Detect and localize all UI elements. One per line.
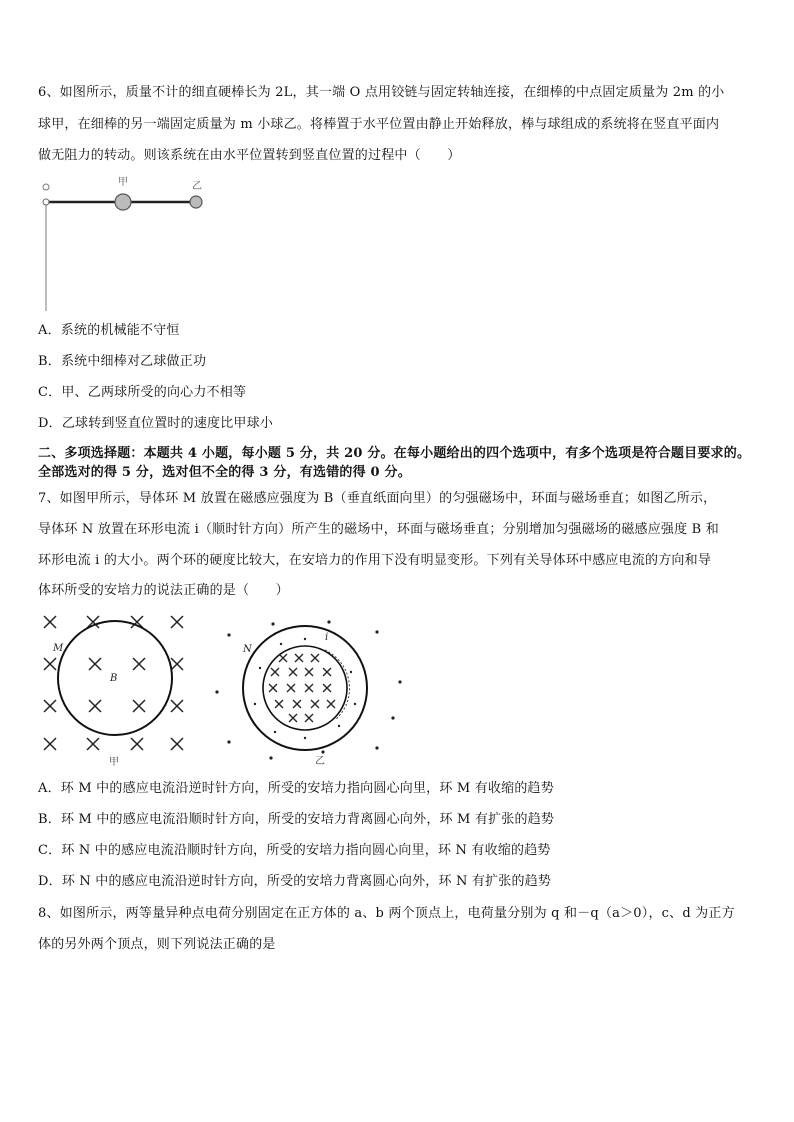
section2-header-line-2: 全部选对的得 5 分，选对但不全的得 3 分，有选错的得 0 分。 xyxy=(38,465,411,480)
q7-figure-jia xyxy=(35,608,200,768)
hinge-end xyxy=(43,199,49,205)
q7-figure-yi xyxy=(205,612,405,772)
ring-N xyxy=(243,626,367,750)
label-N: N xyxy=(243,644,252,655)
q7-stem-line-4: 体环所受的安培力的说法正确的是（ ） xyxy=(38,583,289,598)
ball-jia xyxy=(115,194,131,210)
q6-option-b: B．系统中细棒对乙球做正功 xyxy=(38,354,207,369)
label-jia: 甲 xyxy=(118,177,128,188)
q6-stem-line-1: 6、如图所示，质量不计的细直硬棒长为 2L，其一端 O 点用铰链与固定转轴连接，在细棒的中点固定质量为 2m 的小 xyxy=(38,85,725,100)
label-B: B xyxy=(110,673,118,684)
q6-option-c: C．甲、乙两球所受的向心力不相等 xyxy=(38,385,247,400)
pivot-point xyxy=(43,184,49,190)
ball-yi xyxy=(190,196,202,208)
inner-cross-marks xyxy=(269,654,335,722)
caption-jia: 甲 xyxy=(109,757,119,768)
label-yi: 乙 xyxy=(192,181,202,192)
q7-stem-line-2: 导体环 N 放置在环形电流 i（顺时针方向）所产生的磁场中，环面与磁场垂直；分别增加匀强磁场的磁感应强度 B 和 xyxy=(38,522,719,537)
current-loop-i xyxy=(263,646,347,730)
q7-option-b: B．环 M 中的感应电流沿顺时针方向，所受的安培力背离圆心向外，环 M 有扩张的趋势 xyxy=(38,812,555,827)
label-i: i xyxy=(325,632,329,643)
q7-option-d: D．环 N 中的感应电流沿逆时针方向，所受的安培力背离圆心向外，环 N 有扩张的趋势 xyxy=(38,874,552,889)
q6-stem-line-3: 做无阻力的转动。则该系统在由水平位置转到竖直位置的过程中（ ） xyxy=(38,148,461,163)
caption-yi: 乙 xyxy=(315,756,325,767)
q6-rod-figure xyxy=(30,175,230,315)
q7-stem-line-1: 7、如图甲所示，导体环 M 放置在磁感应强度为 B（垂直纸面向里）的匀强磁场中，环面与磁场垂直；如图乙所示， xyxy=(38,491,717,506)
section2-header-line-1: 二、多项选择题：本题共 4 小题，每小题 5 分，共 20 分。在每小题给出的四个选项中，有多个选项是符合题目要求的。 xyxy=(38,446,751,461)
label-M: M xyxy=(53,643,64,654)
q7-option-a: A．环 M 中的感应电流沿逆时针方向，所受的安培力指向圆心向里，环 M 有收缩的趋势 xyxy=(38,781,554,796)
q7-option-c: C．环 N 中的感应电流沿顺时针方向，所受的安培力指向圆心向里，环 N 有收缩的趋势 xyxy=(38,843,551,858)
q8-stem-line-2: 体的另外两个顶点，则下列说法正确的是 xyxy=(38,937,276,952)
q6-stem-line-2: 球甲，在细棒的另一端固定质量为 m 小球乙。将棒置于水平位置由静止开始释放，棒与球组成的系统将在竖直平面内 xyxy=(38,117,720,132)
q6-option-d: D．乙球转到竖直位置时的速度比甲球小 xyxy=(38,416,274,431)
q8-stem-line-1: 8、如图所示，两等量异种点电荷分别固定在正方体的 a、b 两个顶点上，电荷量分别为 q 和－q（a＞0），c、d 为正方 xyxy=(38,906,735,921)
q6-option-a: A．系统的机械能不守恒 xyxy=(38,323,180,338)
q7-stem-line-3: 环形电流 i 的大小。两个环的硬度比较大，在安培力的作用下没有明显变形。下列有关导体环中感应电流的方向和导 xyxy=(38,553,712,568)
